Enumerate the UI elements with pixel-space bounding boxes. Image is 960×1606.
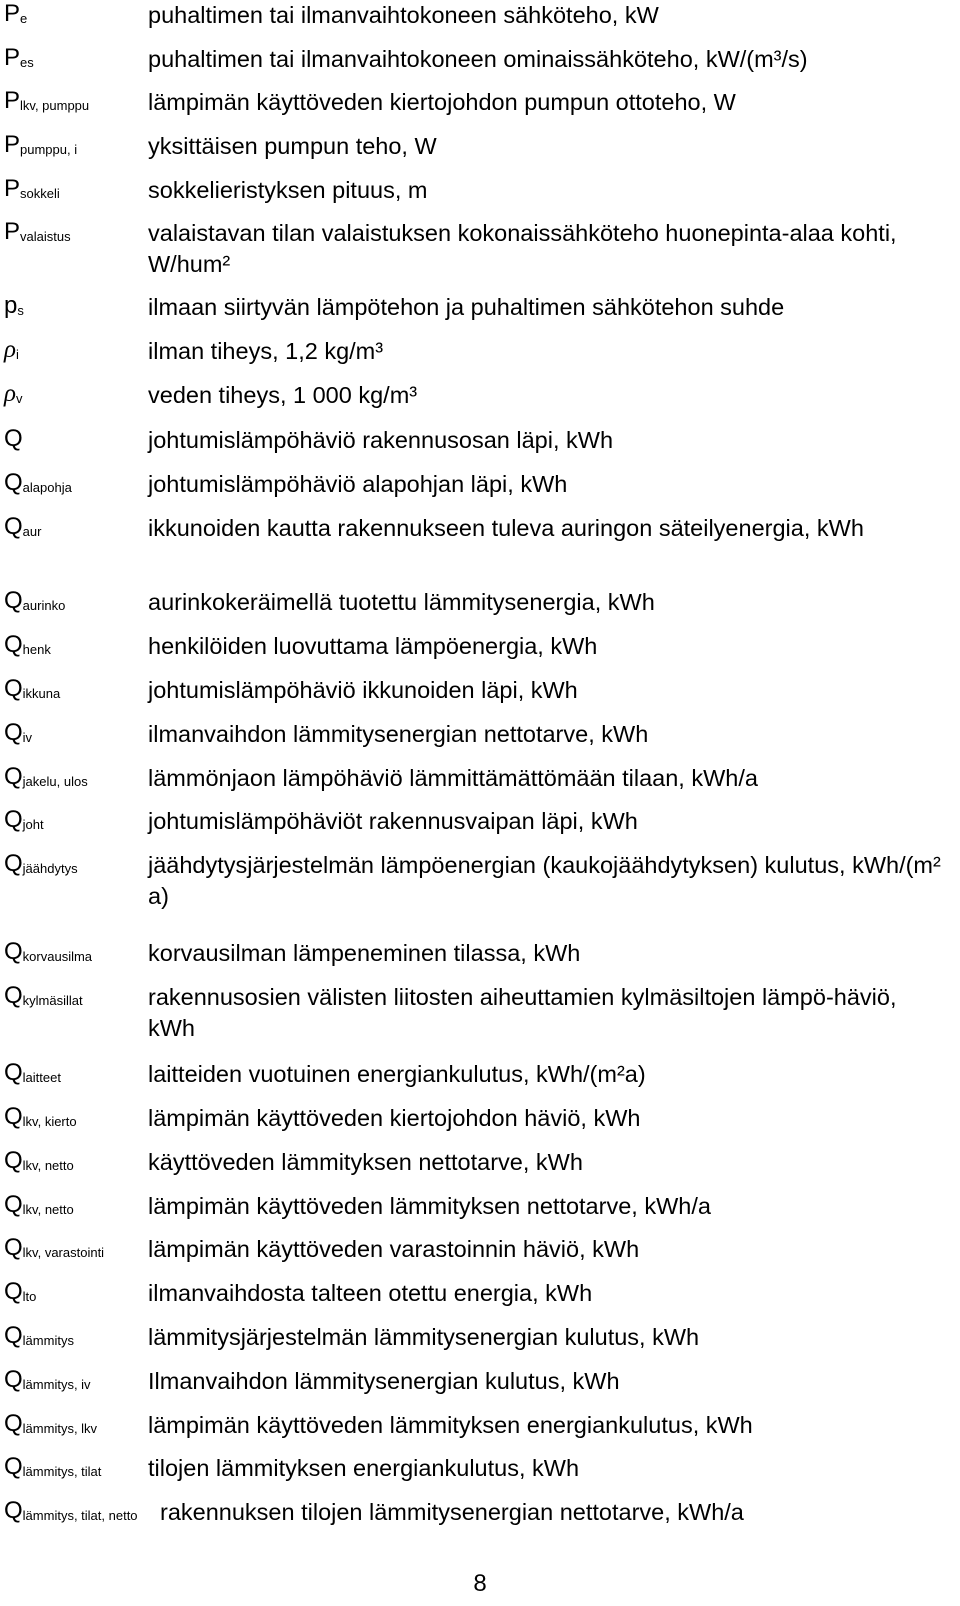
symbol [4,763,88,796]
symbol [4,425,23,458]
symbol-description: jäähdytysjärjestelmän lämpöenergian (kaukojäähdytyksen) kulutus, kWh/(m² a) [148,852,941,909]
symbol-base: Q [4,1410,23,1437]
symbol-description: johtumislämpöhäviö ikkunoiden läpi, kWh [148,677,578,703]
symbol-base: Q [4,806,23,833]
symbol-subscript: lkv, varastointi [22,1245,105,1260]
symbol-base: Q [4,587,23,614]
symbol-description: rakennusosien välisten liitosten aiheuttamien kylmäsiltojen lämpö-häviö, kWh [148,984,897,1041]
symbol-description: johtumislämpöhäviö rakennusosan läpi, kWh [148,427,614,453]
symbol-base: Q [4,763,23,790]
symbol-subscript: pumppu, i [20,142,78,157]
symbol-subscript: ikkuna [22,686,61,701]
symbol-subscript: lämmitys, iv [22,1377,91,1392]
symbol-description: ilmanvaihdosta talteen otettu energia, kWh [148,1280,593,1306]
symbol-description: puhaltimen tai ilmanvaihtokoneen sähköteho, kW [148,2,659,28]
symbol-base: Q [4,425,23,452]
symbol-base: Q [4,719,23,746]
symbol-subscript: alapohja [22,480,72,495]
symbol-subscript: lkv, netto [22,1202,74,1217]
symbol-subscript: lämmitys, lkv [22,1421,98,1436]
symbol-base: Q [4,850,23,877]
symbol-base: Q [4,1453,23,1480]
symbol-base: Q [4,982,23,1009]
symbol [4,1059,61,1092]
symbol-base: Q [4,1366,23,1393]
symbol-subscript: v [16,391,23,406]
symbol-description: henkilöiden luovuttama lämpöenergia, kWh [148,633,598,659]
symbol-subscript: s [17,303,24,318]
symbol [4,1103,77,1136]
symbol-base: Q [4,938,23,965]
symbol-subscript: laitteet [22,1070,61,1085]
symbol-base: Q [4,631,23,658]
symbol-base: P [4,0,21,27]
symbol [4,380,23,413]
symbol-description: lämmönjaon lämpöhäviö lämmittämättömään tilaan, kWh/a [148,765,758,791]
symbol-description: lämpimän käyttöveden kiertojohdon häviö, kWh [148,1105,641,1131]
symbol-base: Q [4,469,23,496]
symbol [4,982,83,1015]
symbol-description: Ilmanvaihdon lämmitysenergian kulutus, kWh [148,1368,620,1394]
symbol-description: aurinkokeräimellä tuotettu lämmitysenergia, kWh [148,589,655,615]
symbol-subscript: lkv, netto [22,1158,74,1173]
symbol [4,1191,74,1224]
symbol [4,938,92,971]
symbol-description: valaistavan tilan valaistuksen kokonaissähköteho huonepinta-alaa kohti, W/hum² [148,220,897,277]
symbol-base: P [4,218,21,245]
symbol-description: ikkunoiden kautta rakennukseen tuleva auringon säteilyenergia, kWh [148,515,864,541]
symbol-description: johtumislämpöhäviöt rakennusvaipan läpi, kWh [148,808,638,834]
symbol [4,806,44,839]
symbol-description: ilmanvaihdon lämmitysenergian nettotarve, kWh [148,721,649,747]
symbol-description: yksittäisen pumpun teho, W [148,133,437,159]
symbol-subscript: henk [22,642,51,657]
symbol-description: sokkelieristyksen pituus, m [148,177,428,203]
symbol [4,587,65,620]
symbol-base: p [4,292,18,319]
symbol-description: tilojen lämmityksen energiankulutus, kWh [148,1455,580,1481]
symbol-base: P [4,175,21,202]
symbol [4,675,60,708]
symbol-base: P [4,44,21,71]
symbol-base: Q [4,675,23,702]
symbol-description: korvausilman lämpeneminen tilassa, kWh [148,940,581,966]
symbol-base: P [4,87,21,114]
symbol [4,719,32,752]
symbol-base: Q [4,1497,23,1524]
symbol-subscript: es [20,55,34,70]
symbol-subscript: joht [22,817,44,832]
symbol-description: ilmaan siirtyvän lämpötehon ja puhaltimen sähkötehon suhde [148,294,785,320]
symbol-subscript: i [16,347,19,362]
symbol [4,1278,36,1311]
symbol [4,1497,138,1530]
symbol-description: rakennuksen tilojen lämmitysenergian nettotarve, kWh/a [160,1499,744,1525]
symbol-subscript: lämmitys, tilat [22,1464,102,1479]
symbol-description: lämpimän käyttöveden lämmityksen nettotarve, kWh/a [148,1193,711,1219]
symbol-subscript: e [20,11,28,26]
symbol-subscript: iv [22,730,33,745]
symbol [4,1366,91,1399]
symbol-subscript: lto [22,1289,37,1304]
symbol-subscript: jäähdytys [22,861,78,876]
symbol [4,131,77,164]
symbol-description: veden tiheys, 1 000 kg/m³ [148,382,418,408]
symbol-base: P [4,131,21,158]
symbol-subscript: aur [22,524,42,539]
symbol-subscript: kylmäsillat [22,993,83,1008]
symbol [4,44,34,77]
symbol-description: lämpimän käyttöveden varastoinnin häviö, kWh [148,1236,640,1262]
symbol-base: Q [4,1278,23,1305]
symbol [4,1147,74,1180]
symbol-subscript: lkv, pumppu [20,98,90,113]
symbol-subscript: lämmitys [22,1333,74,1348]
page-number: 8 [473,1570,487,1597]
symbol [4,218,71,251]
symbol [4,1410,97,1443]
symbol [4,292,24,325]
symbol [4,1453,101,1486]
symbol-description: johtumislämpöhäviö alapohjan läpi, kWh [148,471,568,497]
symbol [4,87,89,120]
symbol-subscript: valaistus [20,229,71,244]
symbol-base: Q [4,1059,23,1086]
symbol [4,1322,74,1355]
symbol-subscript: lkv, kierto [22,1114,77,1129]
symbol [4,0,27,33]
symbol-base: Q [4,513,23,540]
symbol-description: ilman tiheys, 1,2 kg/m³ [148,338,384,364]
symbol-base: ρ [4,380,16,407]
symbol [4,513,41,546]
symbol-subscript: lämmitys, tilat, netto [22,1508,138,1523]
symbol-description: käyttöveden lämmityksen nettotarve, kWh [148,1149,583,1175]
symbol-subscript: aurinko [22,598,66,613]
symbol-base: Q [4,1147,23,1174]
symbol-description: lämpimän käyttöveden kiertojohdon pumpun ottoteho, W [148,89,736,115]
symbol-base: Q [4,1234,23,1261]
symbol-base: Q [4,1191,23,1218]
symbol [4,850,78,883]
symbol-base: Q [4,1103,23,1130]
symbol [4,631,51,664]
symbol-base: Q [4,1322,23,1349]
symbol-description: laitteiden vuotuinen energiankulutus, kWh/(m²a) [148,1061,646,1087]
symbol-description: lämpimän käyttöveden lämmityksen energiankulutus, kWh [148,1412,753,1438]
symbol-subscript: korvausilma [22,949,93,964]
symbol-subscript: sokkeli [20,186,60,201]
symbol-description: lämmitysjärjestelmän lämmitysenergian kulutus, kWh [148,1324,700,1350]
symbol [4,175,60,208]
symbol [4,336,19,369]
symbol-description: puhaltimen tai ilmanvaihtokoneen ominaissähköteho, kW/(m³/s) [148,46,808,72]
symbol [4,1234,104,1267]
symbol-subscript: jakelu, ulos [22,774,88,789]
symbol [4,469,72,502]
symbol-base: ρ [4,336,16,363]
